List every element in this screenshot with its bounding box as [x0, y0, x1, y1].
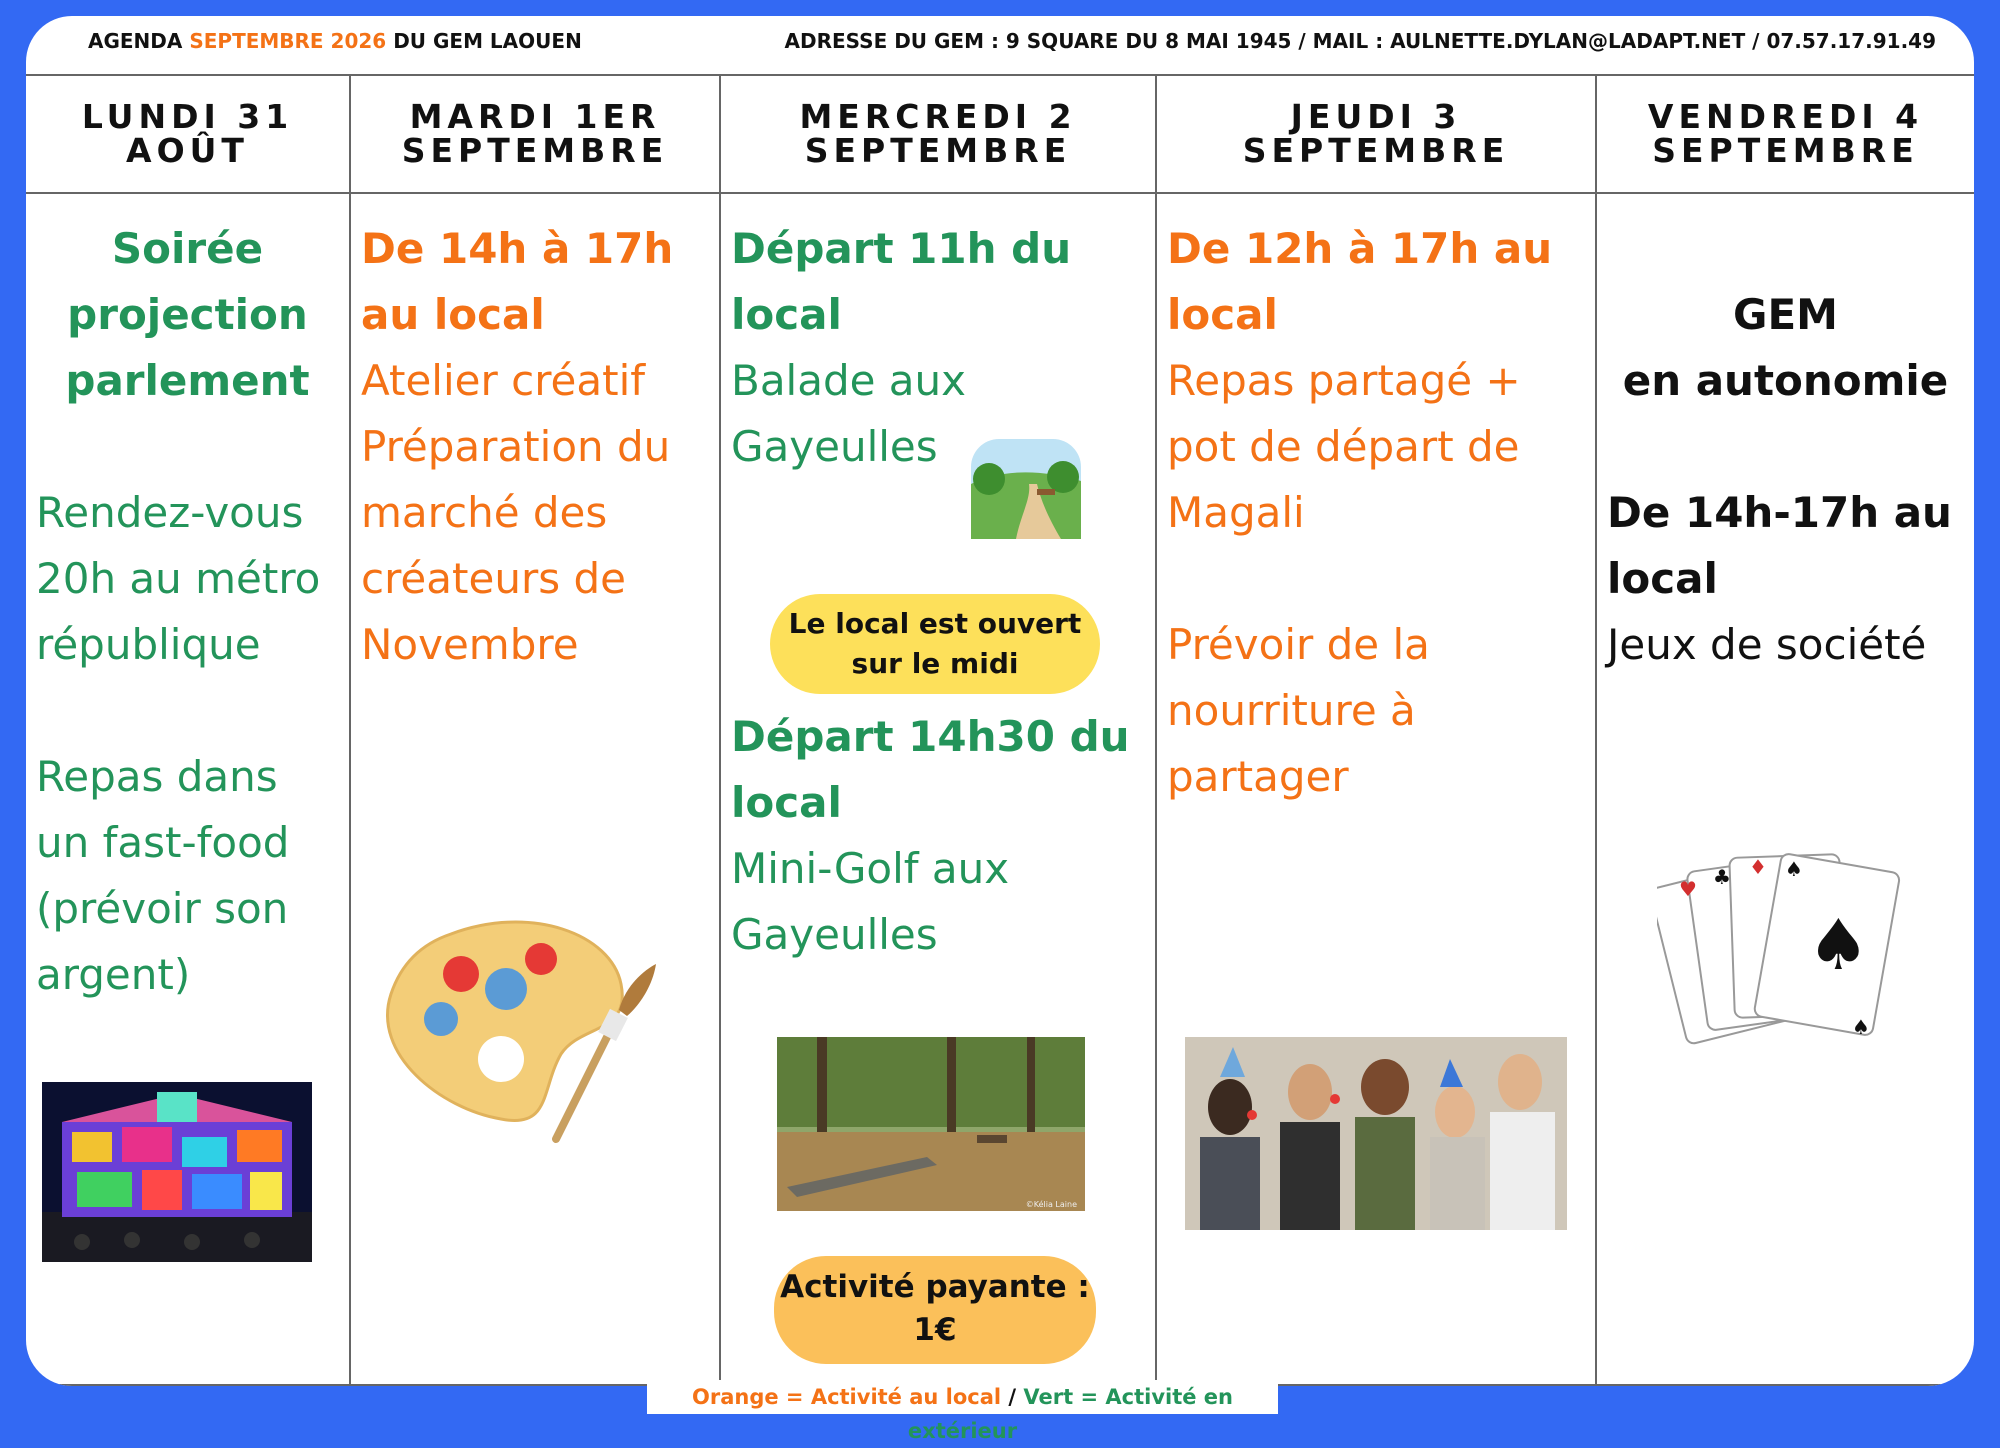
color-legend: Orange = Activité au local / Vert = Activité en extérieur: [647, 1380, 1278, 1414]
tuesday-activity: Atelier créatif Préparation du marché des créateurs de Novembre: [361, 356, 671, 669]
friday-time: De 14h-17h au local: [1607, 488, 1952, 603]
playing-cards-icon: [1657, 834, 1917, 1064]
legend-orange: Orange = Activité au local: [692, 1385, 1002, 1409]
monday-cell: [26, 193, 350, 1385]
week-table: [26, 74, 1974, 1386]
wednesday-activity-2: Mini-Golf aux Gayeulles: [731, 844, 1010, 959]
monday-title: Soirée projection parlement: [65, 224, 310, 405]
svg-text:♦: ♦: [1749, 855, 1767, 879]
thursday-cell: [1156, 193, 1596, 1385]
wednesday-time-2: Départ 14h30 du local: [731, 712, 1130, 827]
monday-meet: Rendez-vous 20h au métro république: [36, 488, 321, 669]
svg-text:♠: ♠: [1852, 1015, 1870, 1039]
activities-row: [26, 193, 1974, 1385]
parliament-projection-image: [42, 1082, 312, 1262]
day-header-thursday: JEUDI 3 SEPTEMBRE: [1156, 75, 1596, 193]
agenda-title: [88, 29, 582, 53]
day-header-wednesday: MERCREDI 2 SEPTEMBRE: [720, 75, 1156, 193]
monday-meal: Repas dans un fast-food (prévoir son argent): [36, 752, 290, 999]
day-header-monday: LUNDI 31 AOÛT: [26, 75, 350, 193]
svg-text:♠: ♠: [1785, 857, 1803, 881]
svg-text:♥: ♥: [1679, 877, 1697, 901]
legend-green: Vert = Activité en extérieur: [907, 1385, 1233, 1443]
day-header-row: [26, 75, 1974, 193]
svg-text:©Kélia Laine: ©Kélia Laine: [1025, 1200, 1077, 1209]
wednesday-cell: [720, 193, 1156, 1385]
park-path-icon: [971, 439, 1081, 539]
paint-palette-icon: [381, 914, 671, 1144]
day-header-friday: VENDREDI 4 SEPTEMBRE: [1596, 75, 1974, 193]
paid-activity-badge: Activité payante : 1€: [774, 1256, 1096, 1364]
title-suffix: DU GEM LAOUEN: [393, 29, 582, 53]
minigolf-photo: [777, 1037, 1085, 1211]
friday-title: GEM en autonomie: [1622, 290, 1949, 405]
thursday-note: Prévoir de la nourriture à partager: [1167, 620, 1430, 801]
midday-open-badge: Le local est ouvert sur le midi: [770, 594, 1100, 694]
contact-info: ADRESSE DU GEM : 9 SQUARE DU 8 MAI 1945 / MAIL : AULNETTE.DYLAN@LADAPT.NET / 07.57.17.91.49: [784, 29, 1936, 53]
header-bar: [26, 16, 1974, 74]
wednesday-time-1: Départ 11h du local: [731, 224, 1072, 339]
title-prefix: AGENDA: [88, 29, 183, 53]
thursday-time: De 12h à 17h au local: [1167, 224, 1553, 339]
friday-cell: [1596, 193, 1974, 1385]
title-month: SEPTEMBRE 2026: [189, 29, 387, 53]
tuesday-cell: [350, 193, 720, 1385]
party-photo: [1185, 1037, 1567, 1230]
svg-text:♠: ♠: [1807, 904, 1870, 986]
day-header-tuesday: MARDI 1ER SEPTEMBRE: [350, 75, 720, 193]
friday-activity: Jeux de société: [1607, 620, 1927, 669]
agenda-sheet: [26, 16, 1974, 1386]
tuesday-time: De 14h à 17h au local: [361, 224, 674, 339]
wednesday-activity-1: Balade aux Gayeulles: [731, 356, 967, 471]
thursday-activity: Repas partagé + pot de départ de Magali: [1167, 356, 1521, 537]
svg-text:♣: ♣: [1713, 865, 1731, 889]
